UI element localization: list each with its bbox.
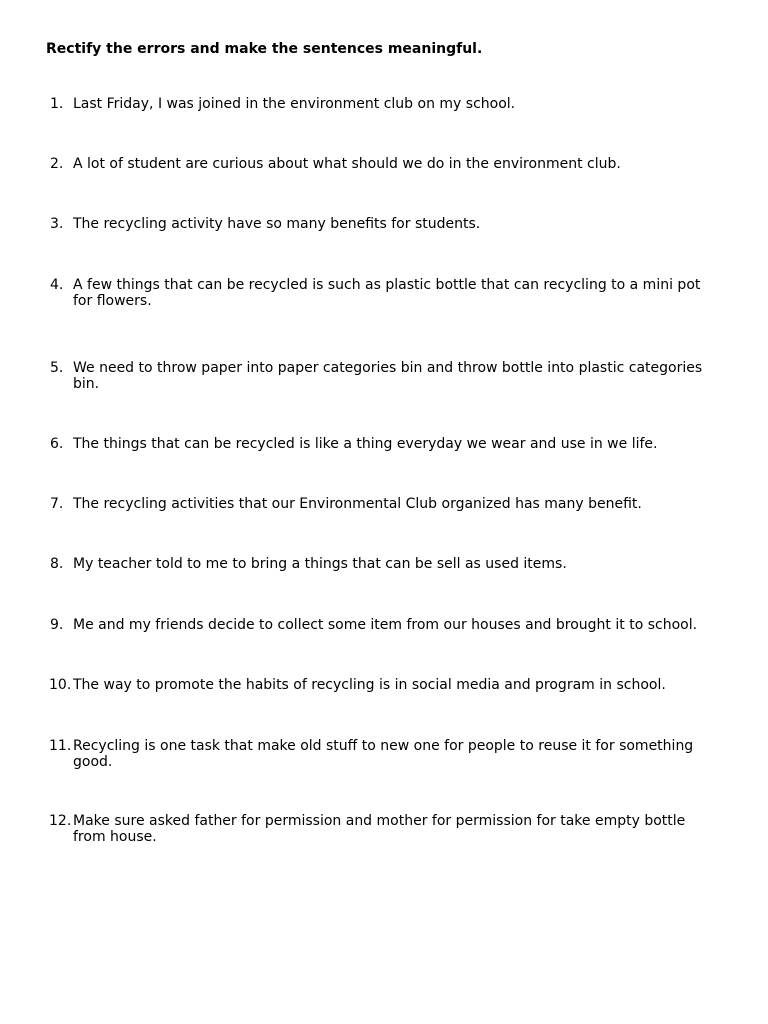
question-item (44, 677, 716, 693)
question-item (44, 277, 716, 309)
question-text: Me and my friends decide to collect some item from our houses and brought it to school. (73, 617, 698, 633)
question-item (44, 813, 716, 845)
question-text: A lot of student are curious about what should we do in the environment club. (73, 156, 621, 172)
question-item (44, 216, 716, 232)
question-number: 8. (50, 556, 64, 572)
question-text: The things that can be recycled is like a thing everyday we wear and use in we life. (73, 436, 658, 452)
question-text: The recycling activity have so many benefits for students. (73, 216, 481, 232)
question-text: The way to promote the habits of recycling is in social media and program in school. (73, 677, 666, 693)
question-number: 3. (50, 216, 64, 232)
question-number: 5. (50, 360, 64, 376)
question-number: 9. (50, 617, 64, 633)
question-text: The recycling activities that our Environmental Club organized has many benefit. (73, 496, 642, 512)
question-text: Recycling is one task that make old stuff to new one for people to reuse it for something good. (73, 738, 694, 770)
question-number: 7. (50, 496, 64, 512)
question-item (44, 156, 716, 172)
question-item (44, 360, 716, 392)
question-item (44, 96, 716, 112)
question-number: 11. (49, 738, 72, 754)
question-text: Last Friday, I was joined in the environment club on my school. (73, 96, 516, 112)
question-number: 4. (50, 277, 64, 293)
question-item (44, 738, 716, 770)
question-text: A few things that can be recycled is such as plastic bottle that can recycling to a mini pot for flowers. (73, 277, 701, 309)
question-number: 1. (50, 96, 64, 112)
question-number: 2. (50, 156, 64, 172)
question-text: Make sure asked father for permission and mother for permission for take empty bottle from house. (73, 813, 686, 845)
question-number: 6. (50, 436, 64, 452)
question-text: My teacher told to me to bring a things that can be sell as used items. (73, 556, 567, 572)
question-item (44, 496, 716, 512)
worksheet-instruction: Rectify the errors and make the sentences meaningful. (46, 41, 483, 57)
question-item (44, 436, 716, 452)
question-number: 12. (49, 813, 72, 829)
question-number: 10. (49, 677, 72, 693)
question-item (44, 617, 716, 633)
question-text: We need to throw paper into paper categories bin and throw bottle into plastic categories bin. (73, 360, 703, 392)
question-item (44, 556, 716, 572)
